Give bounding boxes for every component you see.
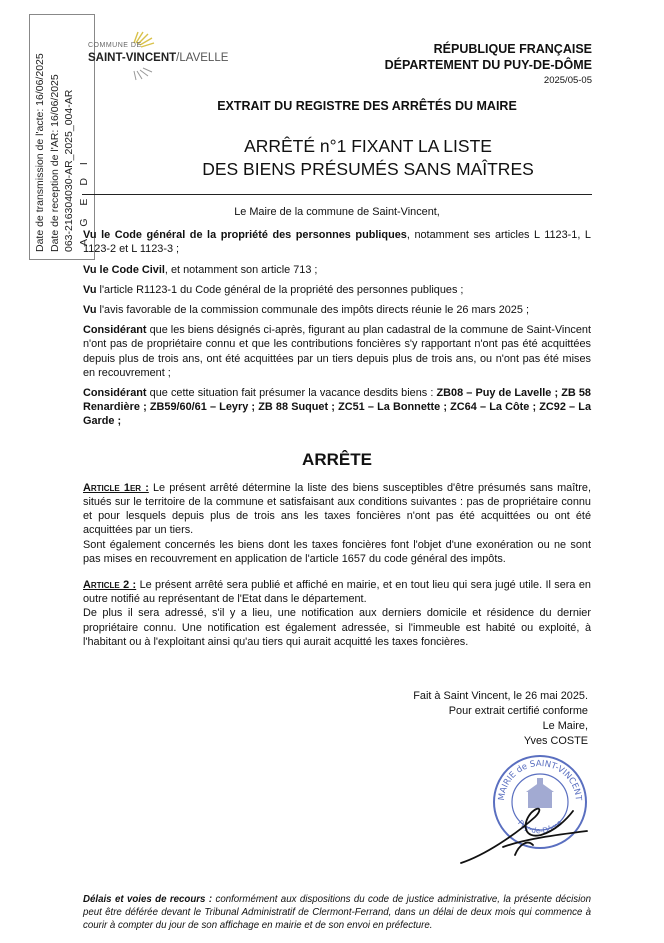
logo-name-bold: SAINT-VINCENT xyxy=(88,52,177,64)
visa-3 xyxy=(83,283,591,297)
title-line-1: ARRÊTÉ n°1 FIXANT LA LISTE xyxy=(244,136,492,156)
visa-3-text: l'article R1123-1 du Code général de la propriété des personnes publiques ; xyxy=(96,283,464,296)
title-line-2: DES BIENS PRÉSUMÉS SANS MAÎTRES xyxy=(202,159,534,179)
stamp-reference: 063-216304030-AR_2025_004-AR xyxy=(63,89,75,252)
signoff-certified: Pour extrait certifié conforme xyxy=(448,705,588,717)
visa-2-text: , et notamment son article 713 ; xyxy=(164,263,318,276)
article-2-text: Le présent arrêté sera publié et affiché en mairie, et en tout lieu qui sera jugé utile. Il sera en outre notifié au représentant de l'Etat dans le département. xyxy=(83,579,591,606)
visa-2 xyxy=(83,263,591,277)
signoff-date: Fait à Saint Vincent, le 26 mai 2025. xyxy=(413,690,588,702)
signoff-role: Le Maire, xyxy=(542,720,588,732)
intro-line: Le Maire de la commune de Saint-Vincent, xyxy=(234,206,440,218)
considerant-2 xyxy=(83,386,591,429)
logo-name-rest: /LAVELLE xyxy=(176,52,229,64)
visa-1-text: , notamment ses articles L 1123-1, L 1123-2 et L 1123-3 ; xyxy=(83,229,591,256)
considerant-2-biens: ZB08 – Puy de Lavelle ; ZB 58 Renardière ; ZB59/60/61 – Leyry ; ZB 88 Suquet ; ZC51 – La Bonnette ; ZC64 – La Côte ; ZC92 – La Garde ; xyxy=(83,387,591,428)
article-2-extra: De plus il sera adressé, s'il y a lieu, une notification aux derniers domicile et résidence du dernier propriétaire connu. Une notification est également adressée, si l'immeuble est habité ou exploité, à l'habitant ou à l'exploitant ainsi qu'au tiers qui aurait acquitté les taxes foncières. xyxy=(83,607,591,648)
signoff-name: Yves COSTE xyxy=(523,735,588,747)
stamp-agedi: A G E D I xyxy=(77,157,90,246)
document-body xyxy=(83,205,591,655)
considerant-2-text: que cette situation fait présumer la vacance desdits biens : xyxy=(146,387,437,400)
stamp-transmission-date: Date de transmission de l'acte: 16/06/2025 xyxy=(34,53,46,252)
visa-4-bold: Vu xyxy=(83,304,97,317)
article-1 xyxy=(83,481,591,538)
departement-label: DÉPARTEMENT DU PUY-DE-DÔME xyxy=(384,58,592,72)
arrete-heading: ARRÊTE xyxy=(302,449,372,469)
article-2-label: Article 2 : xyxy=(83,579,137,592)
stamp-reception-date: Date de reception de l'AR: 16/06/2025 xyxy=(48,74,61,252)
logo-commune-label: COMMUNE DE xyxy=(88,42,142,49)
republique-label: RÉPUBLIQUE FRANÇAISE xyxy=(433,42,592,56)
signoff-block xyxy=(413,689,588,749)
visa-4 xyxy=(83,303,591,317)
visa-1-bold: Vu le Code général de la propriété des personnes publiques xyxy=(83,229,407,242)
commune-logo xyxy=(88,30,258,85)
seal-bottom-text: Puy-de-Dôme xyxy=(516,818,564,836)
document-title xyxy=(0,135,664,181)
header-right xyxy=(385,41,592,86)
article-1-extra: Sont également concernés les biens dont les taxes foncières font l'objet d'une exonération ou ne sont pas mises en recouvrement en application de l'article 1657 du code général des impôts. xyxy=(83,538,591,565)
article-1-label: Article 1er : xyxy=(83,481,149,494)
article-1-text: Le présent arrêté détermine la liste des biens susceptibles d'être présumés sans maître, situés sur le territoire de la commune et satisfaisant aux conditions suivantes : pas de propriétaire connu et pour lesquels depuis plus de trois ans les taxes foncières n'ont pas été acquittées ou ont été acquittées par un tiers. xyxy=(83,481,591,537)
visa-1 xyxy=(83,228,591,256)
appeal-notice xyxy=(83,893,591,932)
extrait-heading: EXTRAIT DU REGISTRE DES ARRÊTÉS DU MAIRE xyxy=(217,99,517,113)
considerant-1 xyxy=(83,323,591,380)
visa-2-bold: Vu le Code Civil xyxy=(83,263,165,276)
article-2 xyxy=(83,578,591,606)
logo-commune-name xyxy=(88,52,228,64)
visa-4-text: l'avis favorable de la commission communale des impôts directs réunie le 26 mars 2025 ; xyxy=(96,304,529,317)
visa-3-bold: Vu xyxy=(83,283,97,296)
appeal-notice-label: Délais et voies de recours : xyxy=(83,894,213,905)
document-reference: 2025/05-05 xyxy=(543,75,592,86)
considerant-1-bold: Considérant xyxy=(83,324,147,337)
seal-top-text: MAIRIE de SAINT-VINCENT xyxy=(496,758,584,802)
title-divider xyxy=(82,194,592,195)
considerant-1-text: que les biens désignés ci-après, figurant au plan cadastral de la commune de Saint-Vincent n'ont pas de propriétaire connu et que les contributions foncières s'y rapportant n'ont pas été acquittées depuis plus de trois ans, ont été acquittées par un tiers depuis plus de trois ans, ou n'ont pas été mises en recouvrement ; xyxy=(83,324,591,379)
mayor-signature xyxy=(455,795,595,875)
appeal-notice-text: conformément aux dispositions du code de justice administrative, la présente décision peut être déférée devant le Tribunal Administratif de Clermont-Ferrand, dans un délai de deux mois qui commence à courir à compter du jour de son affichage en mairie et de son envoi en préfecture. xyxy=(83,894,591,931)
considerant-2-bold: Considérant xyxy=(83,387,147,400)
